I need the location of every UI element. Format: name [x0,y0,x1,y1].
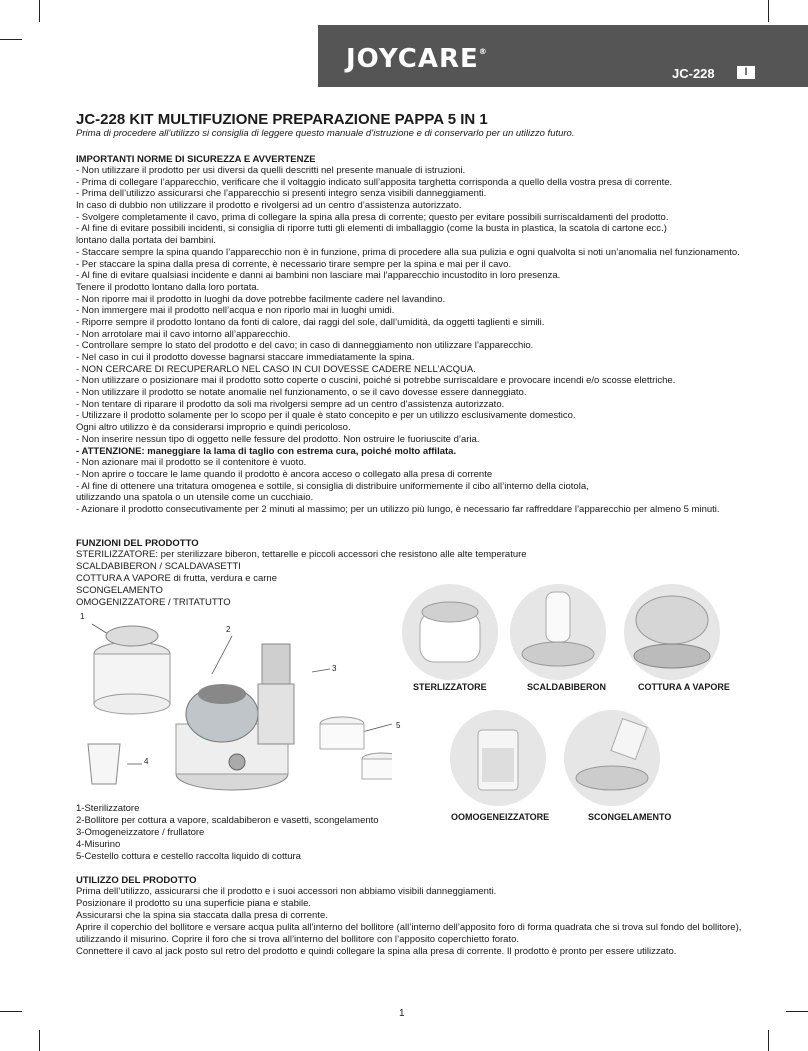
function-item: COTTURA A VAPORE di frutta, verdura e carne [76,573,277,584]
safety-rule: - Utilizzare il prodotto solamente per lo scopo per il quale è stato concepito e per un utilizzo esclusivamente domestico. [76,410,576,422]
part-item: 5-Cestello cottura e cestello raccolta liquido di cottura [76,851,301,862]
sterilizer-photo [398,582,502,680]
safety-rule: - Non aprire o toccare le lame quando il prodotto è ancora acceso o collegato alla presa di corrente [76,468,493,480]
usage-line: Connettere il cavo al jack posto sul retro del prodotto e quindi collegare la spina alla presa di corrente. Il prodotto è pronto per essere utilizzato. [76,946,677,957]
safety-rule: - Non arrotolare mai il cavo intorno all’apparecchio. [76,328,291,340]
safety-heading: IMPORTANTI NORME DI SICUREZZA E AVVERTENZE [76,154,316,165]
part-item: 2-Bollitore per cottura a vapore, scaldabiberon e vasetti, scongelamento [76,815,379,826]
diagram-label-2: 2 [226,625,231,634]
crop-mark [786,1011,808,1012]
safety-rule: - ATTENZIONE: maneggiare la lama di taglio con estrema cura, poiché molto affilata. [76,445,457,457]
usage-line: Aprire il coperchio del bollitore e versare acqua pulita all’interno del bollitore (all’interno dell’apposito foro di forma quadrata che si trova sul fondo del bollitore), [76,922,742,933]
diagram-label-1: 1 [80,612,85,621]
function-item: OMOGENIZZATORE / TRITATUTTO [76,597,231,608]
safety-rule: - Non riporre mai il prodotto in luoghi da dove potrebbe facilmente cadere nel lavandino. [76,293,446,305]
crop-mark [0,1011,22,1012]
defrosting-photo [560,708,664,806]
part-item: 4-Misurino [76,839,121,850]
model-code: JC-228 [672,66,715,81]
brand-logo: JOYCARE® [346,44,488,74]
usage-heading: UTILIZZO DEL PRODOTTO [76,875,197,886]
crop-mark [39,0,40,22]
safety-rule: - Controllare sempre lo stato del prodotto e del cavo; in caso di danneggiamento non utilizzare l’apparecchio. [76,340,534,352]
part-item: 1-Sterilizzatore [76,803,140,814]
safety-rule: - NON CERCARE DI RECUPERARLO NEL CASO IN CUI DOVESSE CADERE NELL’ACQUA. [76,363,476,375]
parts-list [76,803,379,863]
safety-rule: - Non inserire nessun tipo di oggetto nelle fessure del prodotto. Non ostruire le fuoriuscite d’aria. [76,433,480,445]
crop-mark [768,0,769,22]
functions-heading: FUNZIONI DEL PRODOTTO [76,538,199,549]
safety-rule: - Nel caso in cui il prodotto dovesse bagnarsi staccare immediatamente la spina. [76,352,415,363]
crop-mark [39,1030,40,1051]
steam-cooking-photo [620,582,724,680]
safety-rule: - Non utilizzare il prodotto per usi diversi da quelli descritti nel presente manuale di istruzioni. [76,165,466,176]
caption-sterilizer: STERLIZZATORE [413,682,487,692]
safety-rule: - Non utilizzare o posizionare mai il prodotto sotto coperte o cuscini, poiché si potrebbe surriscaldare e provocare incendi e/o scosse elettriche. [76,375,676,387]
page-title: JC-228 KIT MULTIFUZIONE PREPARAZIONE PAPPA 5 IN 1 [76,111,488,128]
safety-rule: - Non utilizzare il prodotto se notate anomalie nel funzionamento, o se il cavo dovesse essere danneggiato. [76,387,527,399]
safety-rule: - Riporre sempre il prodotto lontano da fonti di calore, dai raggi del sole, dall’umidità, da oggetti taglienti e simili. [76,316,545,328]
usage-text [76,886,741,958]
safety-rule: In caso di dubbio non utilizzare il prodotto e rivolgersi ad un centro d’assistenza autorizzato. [76,200,462,212]
safety-rule: - Non azionare mai il prodotto se il contenitore è vuoto. [76,457,307,469]
caption-blender: OOMOGENEIZZATORE [451,812,550,822]
diagram-label-5: 5 [396,721,401,730]
safety-rule: - Prima di collegare l’apparecchio, verificare che il voltaggio indicato sull’apposita targhetta corrisponda a quello della vostra presa di corrente. [76,176,673,188]
language-badge: I [737,66,755,79]
safety-rule: - Staccare sempre la spina quando l’apparecchio non è in funzione, prima di procedere alla sua pulizia e ogni qualvolta si noti un’anomalia nel funzionamento. [76,246,740,258]
caption-defrosting: SCONGELAMENTO [588,812,672,822]
page-subtitle: Prima di procedere all’utilizzo si consiglia di leggere questo manuale d’istruzione e di conservarlo per un utilizzo futuro. [76,128,575,139]
safety-rule: - Non tentare di riparare il prodotto da soli ma rivolgersi sempre ad un centro d’assistenza autorizzato. [76,398,505,410]
safety-rule: - Non immergere mai il prodotto nell’acqua e non riporlo mai in luoghi umidi. [76,305,395,317]
usage-line: Prima dell’utilizzo, assicurarsi che il prodotto e i suoi accessori non abbiamo visibili danneggiamenti. [76,886,497,897]
usage-line: Posizionare il prodotto su una superficie piana e stabile. [76,898,312,909]
diagram-label-3: 3 [332,664,337,673]
safety-rule: - Prima dell’utilizzo assicurarsi che l’apparecchio si presenti integro senza visibili danneggiamenti. [76,188,487,200]
crop-mark [768,1030,769,1051]
part-item: 3-Omogeneizzatore / frullatore [76,827,205,838]
usage-line: Assicurarsi che la spina sia staccata dalla presa di corrente. [76,910,328,921]
page-number: 1 [399,1008,405,1019]
safety-rule: - Al fine di ottenere una tritatura omogenea e sottile, si consiglia di distribuire uniformemente il cibo all’interno della ciotola, [76,480,589,492]
safety-rule: - Azionare il prodotto consecutivamente per 2 minuti al massimo; per un utilizzo più lungo, è necessario far raffreddare l’apparecchio per almeno 5 minuti. [76,503,720,515]
function-item: SCONGELAMENTO [76,585,163,596]
safety-rule: - Al fine di evitare possibili incidenti, si consiglia di riporre tutti gli elementi di imballaggio (come la busta in plastica, la scatola di cartone ecc.) [76,223,667,235]
usage-line: utilizzando il misurino. Coprire il foro che si trova all’interno del bollitore con l’apposito coperchietto forato. [76,934,520,945]
safety-rule: lontano dalla portata dei bambini. [76,235,216,247]
safety-rule: - Al fine di evitare qualsiasi incidente e danni ai bambini non lasciare mai l’apparecchio incustodito in loro presenza. [76,270,561,282]
caption-steam-cooking: COTTURA A VAPORE [638,682,730,692]
safety-list [76,165,766,516]
safety-rule: Tenere il prodotto lontano dalla loro portata. [76,281,260,293]
diagram-label-4: 4 [144,757,149,766]
blender-photo [446,708,550,806]
bottle-warmer-photo [506,582,610,680]
safety-rule: Ogni altro utilizzo è da considerarsi improprio e quindi pericoloso. [76,422,351,434]
caption-bottle-warmer: SCALDABIBERON [527,682,607,692]
crop-mark [0,39,22,40]
safety-rule: utilizzando una spatola o un utensile come un cucchiaio. [76,492,314,504]
safety-rule: - Per staccare la spina dalla presa di corrente, è necessario tirare sempre per la spina e mai per il cavo. [76,258,512,270]
safety-rule: - Svolgere completamente il cavo, prima di collegare la spina alla presa di corrente; questo per evitare possibili surriscaldamenti del prodotto. [76,211,669,223]
product-diagram [72,614,392,800]
function-item: STERILIZZATORE: per sterilizzare biberon, tettarelle e piccoli accessori che resistono alle alte temperature [76,549,527,560]
function-item: SCALDABIBERON / SCALDAVASETTI [76,561,241,572]
